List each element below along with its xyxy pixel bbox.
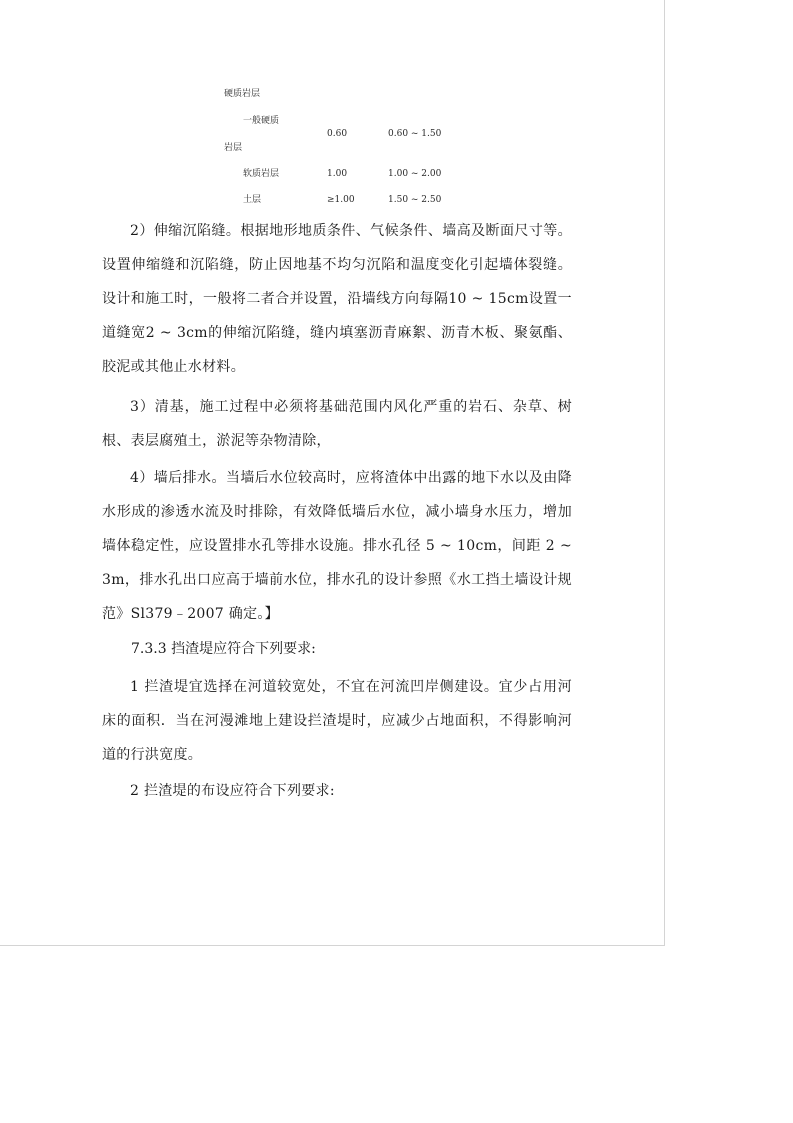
table-row-label: 软质岩层	[243, 169, 280, 179]
table-cell: 1.00 ~ 2.00	[388, 169, 442, 179]
paragraph-drainage	[102, 461, 572, 631]
paragraph-text: 4）墙后排水。当墙后水位较高时，应将渣体中出露的地下水以及由降水形成的渗透水流及时排除，有效降低墙后水位，减小墙身水压力，增加墙体稳定性，应设置排水孔等排水设施。排水孔径 5 ~ 10cm，间距 2 ~ 3m，排水孔出口应高于墙前水位，排水孔的设计参照《水工挡土墙设计规范》Sl379﹣2007 确定。】	[102, 470, 572, 622]
paragraph-expansion-joint	[102, 214, 572, 384]
paragraph-text: 1 拦渣堤宜选择在河道较宽处，不宜在河流凹岸侧建设。宜少占用河床的面积．当在河漫滩地上建设拦渣堤时，应减少占地面积，不得影响河道的行洪宽度。	[102, 679, 572, 763]
table-group-label: 硬质岩层	[224, 89, 261, 99]
table-row-label: 土层	[243, 195, 262, 205]
paragraph-item-2	[102, 774, 572, 808]
paragraph-text: 2）伸缩沉陷缝。根据地形地质条件、气候条件、墙高及断面尺寸等。设置伸缩缝和沉陷缝，防止因地基不均匀沉陷和温度变化引起墙体裂缝。设计和施工时，一般将二者合并设置，沿墙线方向每隔10 ~ 15cm设置一道缝宽2 ~ 3cm的伸缩沉陷缝，缝内填塞沥青麻絮、沥青木板、聚氨酯、胶泥或其他止水材料。	[102, 223, 572, 375]
paragraph-foundation-clearing	[102, 390, 572, 458]
table-row-label-cont: 岩层	[224, 143, 243, 153]
section-heading: 7.3.3 挡渣堤应符合下列要求:	[131, 641, 316, 657]
paragraph-item-1	[102, 670, 572, 772]
table-cell: 0.60	[327, 129, 348, 139]
table-row-label: 一般硬质	[243, 116, 280, 126]
paragraph-text: 2 拦渣堤的布设应符合下列要求:	[130, 783, 335, 799]
paragraph-text: 3）清基，施工过程中必须将基础范围内风化严重的岩石、杂草、树根、表层腐殖土，淤泥等杂物清除，	[102, 399, 572, 449]
table-cell: ≥1.00	[327, 195, 355, 205]
table-cell: 1.00	[327, 169, 348, 179]
table-cell: 1.50 ~ 2.50	[388, 195, 442, 205]
table-cell: 0.60 ~ 1.50	[388, 129, 442, 139]
